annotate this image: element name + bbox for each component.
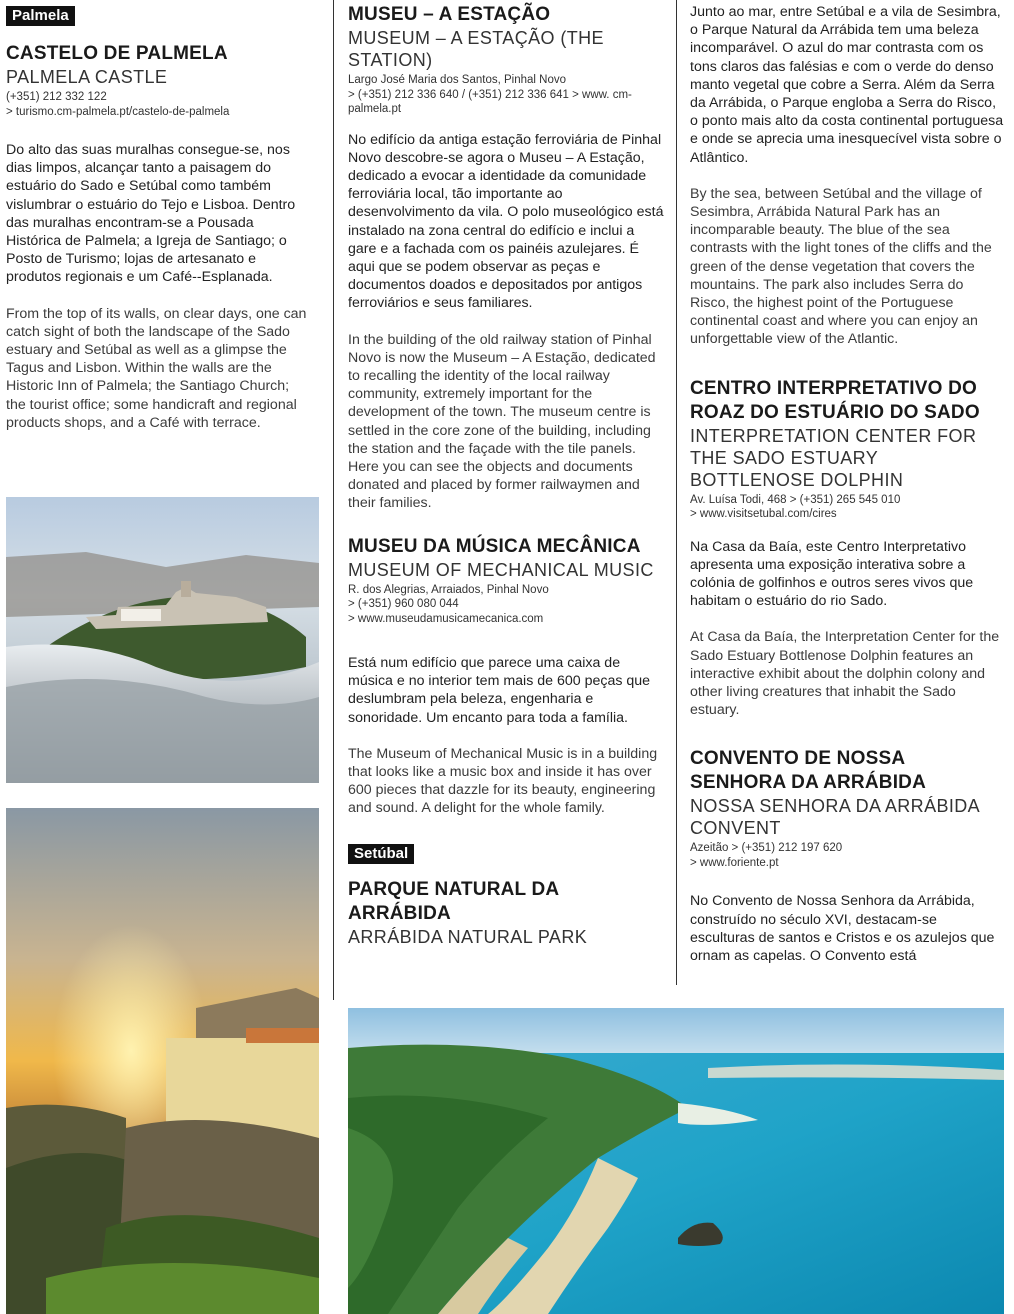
entry-subtitle: PALMELA CASTLE [6,67,168,87]
entry-title: CONVENTO DE NOSSA SENHORA DA ARRÁBIDA [690,748,927,794]
entry-text-pt: No Convento de Nossa Senhora da Arrábida, construído no século XVI, destacam-se esculturas de santos e Cristos e os azulejos que ornam as capelas. O Convento está [690,893,995,965]
entry-parque-natural-da-arrabida [348,878,664,948]
entry-title: CENTRO INTERPRETATIVO DO ROAZ DO ESTUÁRIO DO SADO [690,377,980,423]
entry-text-en: The Museum of Mechanical Music is in a building that looks like a music box and inside it has over 600 pieces that dazzle for its beauty, engineering and sound. A delight for the whole family. [348,745,658,817]
entry-castelo-de-palmela [6,42,312,432]
region-tag-setubal: Setúbal [348,844,414,864]
entry-text-pt: Está num edifício que parece uma caixa de música e no interior tem mais de 600 peças que deslumbram pela beleza, engenharia e sonoridade. Um encanto para toda a família. [348,655,651,726]
column-divider-right [676,0,677,985]
entry-subtitle: MUSEUM – A ESTAÇÃO (THE STATION) [348,28,604,70]
entry-title: PARQUE NATURAL DA ARRÁBIDA [348,878,559,924]
entry-website-link[interactable]: > www.museudamusicamecanica.com [348,612,544,625]
entry-address: Azeitão > (+351) 212 197 620 [690,842,843,855]
parque-text-pt: Junto ao mar, entre Setúbal e a vila de Sesimbra, o Parque Natural da Arrábida tem uma beleza incomparável. O azul do mar contrasta com os tons claros das falésias e com o verde do denso manto vegetal que cobre a Serra. Além da Serra da Arrábida, o Parque engloba a Serra do Risco, o ponto mais alto da costa continental portuguesa e onde se aprecia uma inesquecível vista sobre o Atlântico. [690,4,1004,166]
column-palmela [6,0,312,432]
column-setubal [690,0,1004,965]
entry-title: CASTELO DE PALMELA [6,43,228,64]
entry-museu-a-estacao [348,3,664,513]
entry-address: Av. Luísa Todi, 468 > (+351) 265 545 010 [690,493,901,506]
entry-subtitle: INTERPRETATION CENTER FOR THE SADO ESTUARY BOTTLENOSE DOLPHIN [690,425,977,490]
entry-phone: > (+351) 960 080 044 [348,598,459,611]
parque-text-en: By the sea, between Setúbal and the village of Sesimbra, Arrábida Natural Park has an incomparable beauty. The blue of the sea contrasts with the light tones of the cliffs and the green of the dense vegetation that covers the mountains. The park also includes Serra do Risco, the highest point of the Portuguese continental coast and where you can enjoy an unforgettable view of the Atlantic. [690,185,992,348]
entry-address: Largo José Maria dos Santos, Pinhal Novo [348,74,566,86]
entry-address: R. dos Alegrias, Arraiados, Pinhal Novo [348,583,549,596]
entry-convento-arrabida [690,747,1004,965]
entry-text-en: In the building of the old railway station of Pinhal Novo is now the Museum – A Estação, dedicated to recalling the identity of the local railway community, extremely important for the development of the town. The museum centre is settled in the core zone of the building, including the station and the façade with the tile panels. Here you can see the objects and documents donated and placed by former railwaymen and their families. [348,331,656,512]
entry-website-link[interactable]: > turismo.cm-palmela.pt/castelo-de-palmela [6,105,230,118]
entry-subtitle: ARRÁBIDA NATURAL PARK [348,926,588,947]
entry-phone: (+351) 212 332 122 [6,91,107,103]
entry-title: MUSEU DA MÚSICA MECÂNICA [348,535,641,557]
entry-text-en: At Casa da Baía, the Interpretation Center for the Sado Estuary Bottlenose Dolphin features an interactive exhibit about the dolphin colony and other living creatures that inhabit the Sado estuary. [690,629,1000,719]
entry-text-pt: No edifício da antiga estação ferroviária de Pinhal Novo descobre-se agora o Museu – A Estação, dedicado a evocar a identidade da comunidade ferroviária local, tão importante ao desenvolvimento da vila. O polo museológico está instalado na zona central do edifício e inclui a gare e a fachada com os painéis azulejares. É aqui que se podem observar as peças e documentos doados e depositados por antigos ferroviários e seus familiares. [348,131,664,312]
entry-contacts: > (+351) 212 336 640 / (+351) 212 336 641 > www. cm-palmela.pt [348,88,632,115]
region-tag-palmela: Palmela [6,6,75,26]
entry-text-pt: Do alto das suas muralhas consegue-se, nos dias limpos, alcançar tanto a paisagem do estuário do Sado e Setúbal como também vislumbrar o estuário do Tejo e Lisboa. Dentro das muralhas encontram-se a Pousada Histórica de Palmela; a Igreja de Santiago; o Posto de Turismo; lojas de artesanato e produtos regionais e um Café--Esplanada. [6,142,296,286]
entry-museu-da-musica-mecanica [348,535,664,818]
entry-text-en: From the top of its walls, on clear days, one can catch sight of both the landscape of the Sado estuary and Setúbal as well as a glimpse the Tagus and Lisbon. Within the walls are the Historic Inn of Palmela; the Santiago Church; the tourist office; some handicraft and regional products shops, and a Café with terrace. [6,305,307,431]
photo-palmela-castle-sunset [6,808,319,1314]
column-museums [348,0,664,948]
photo-palmela-castle-clouds [6,497,319,783]
entry-centro-interpretativo-roaz [690,377,1004,720]
entry-subtitle: MUSEUM OF MECHANICAL MUSIC [348,559,654,580]
entry-subtitle: NOSSA SENHORA DA ARRÁBIDA CONVENT [690,796,980,839]
entry-website-link[interactable]: > www.foriente.pt [690,856,779,869]
column-divider-left [333,0,334,1000]
entry-text-pt: Na Casa da Baía, este Centro Interpretativo apresenta uma exposição interativa sobre a colónia de golfinhos e outros seres vivos que habitam o estuário do rio Sado. [690,538,974,610]
photo-arrabida-coast [348,1008,1004,1314]
entry-website-link[interactable]: > www.visitsetubal.com/cires [690,508,837,521]
entry-title: MUSEU – A ESTAÇÃO [348,4,551,25]
